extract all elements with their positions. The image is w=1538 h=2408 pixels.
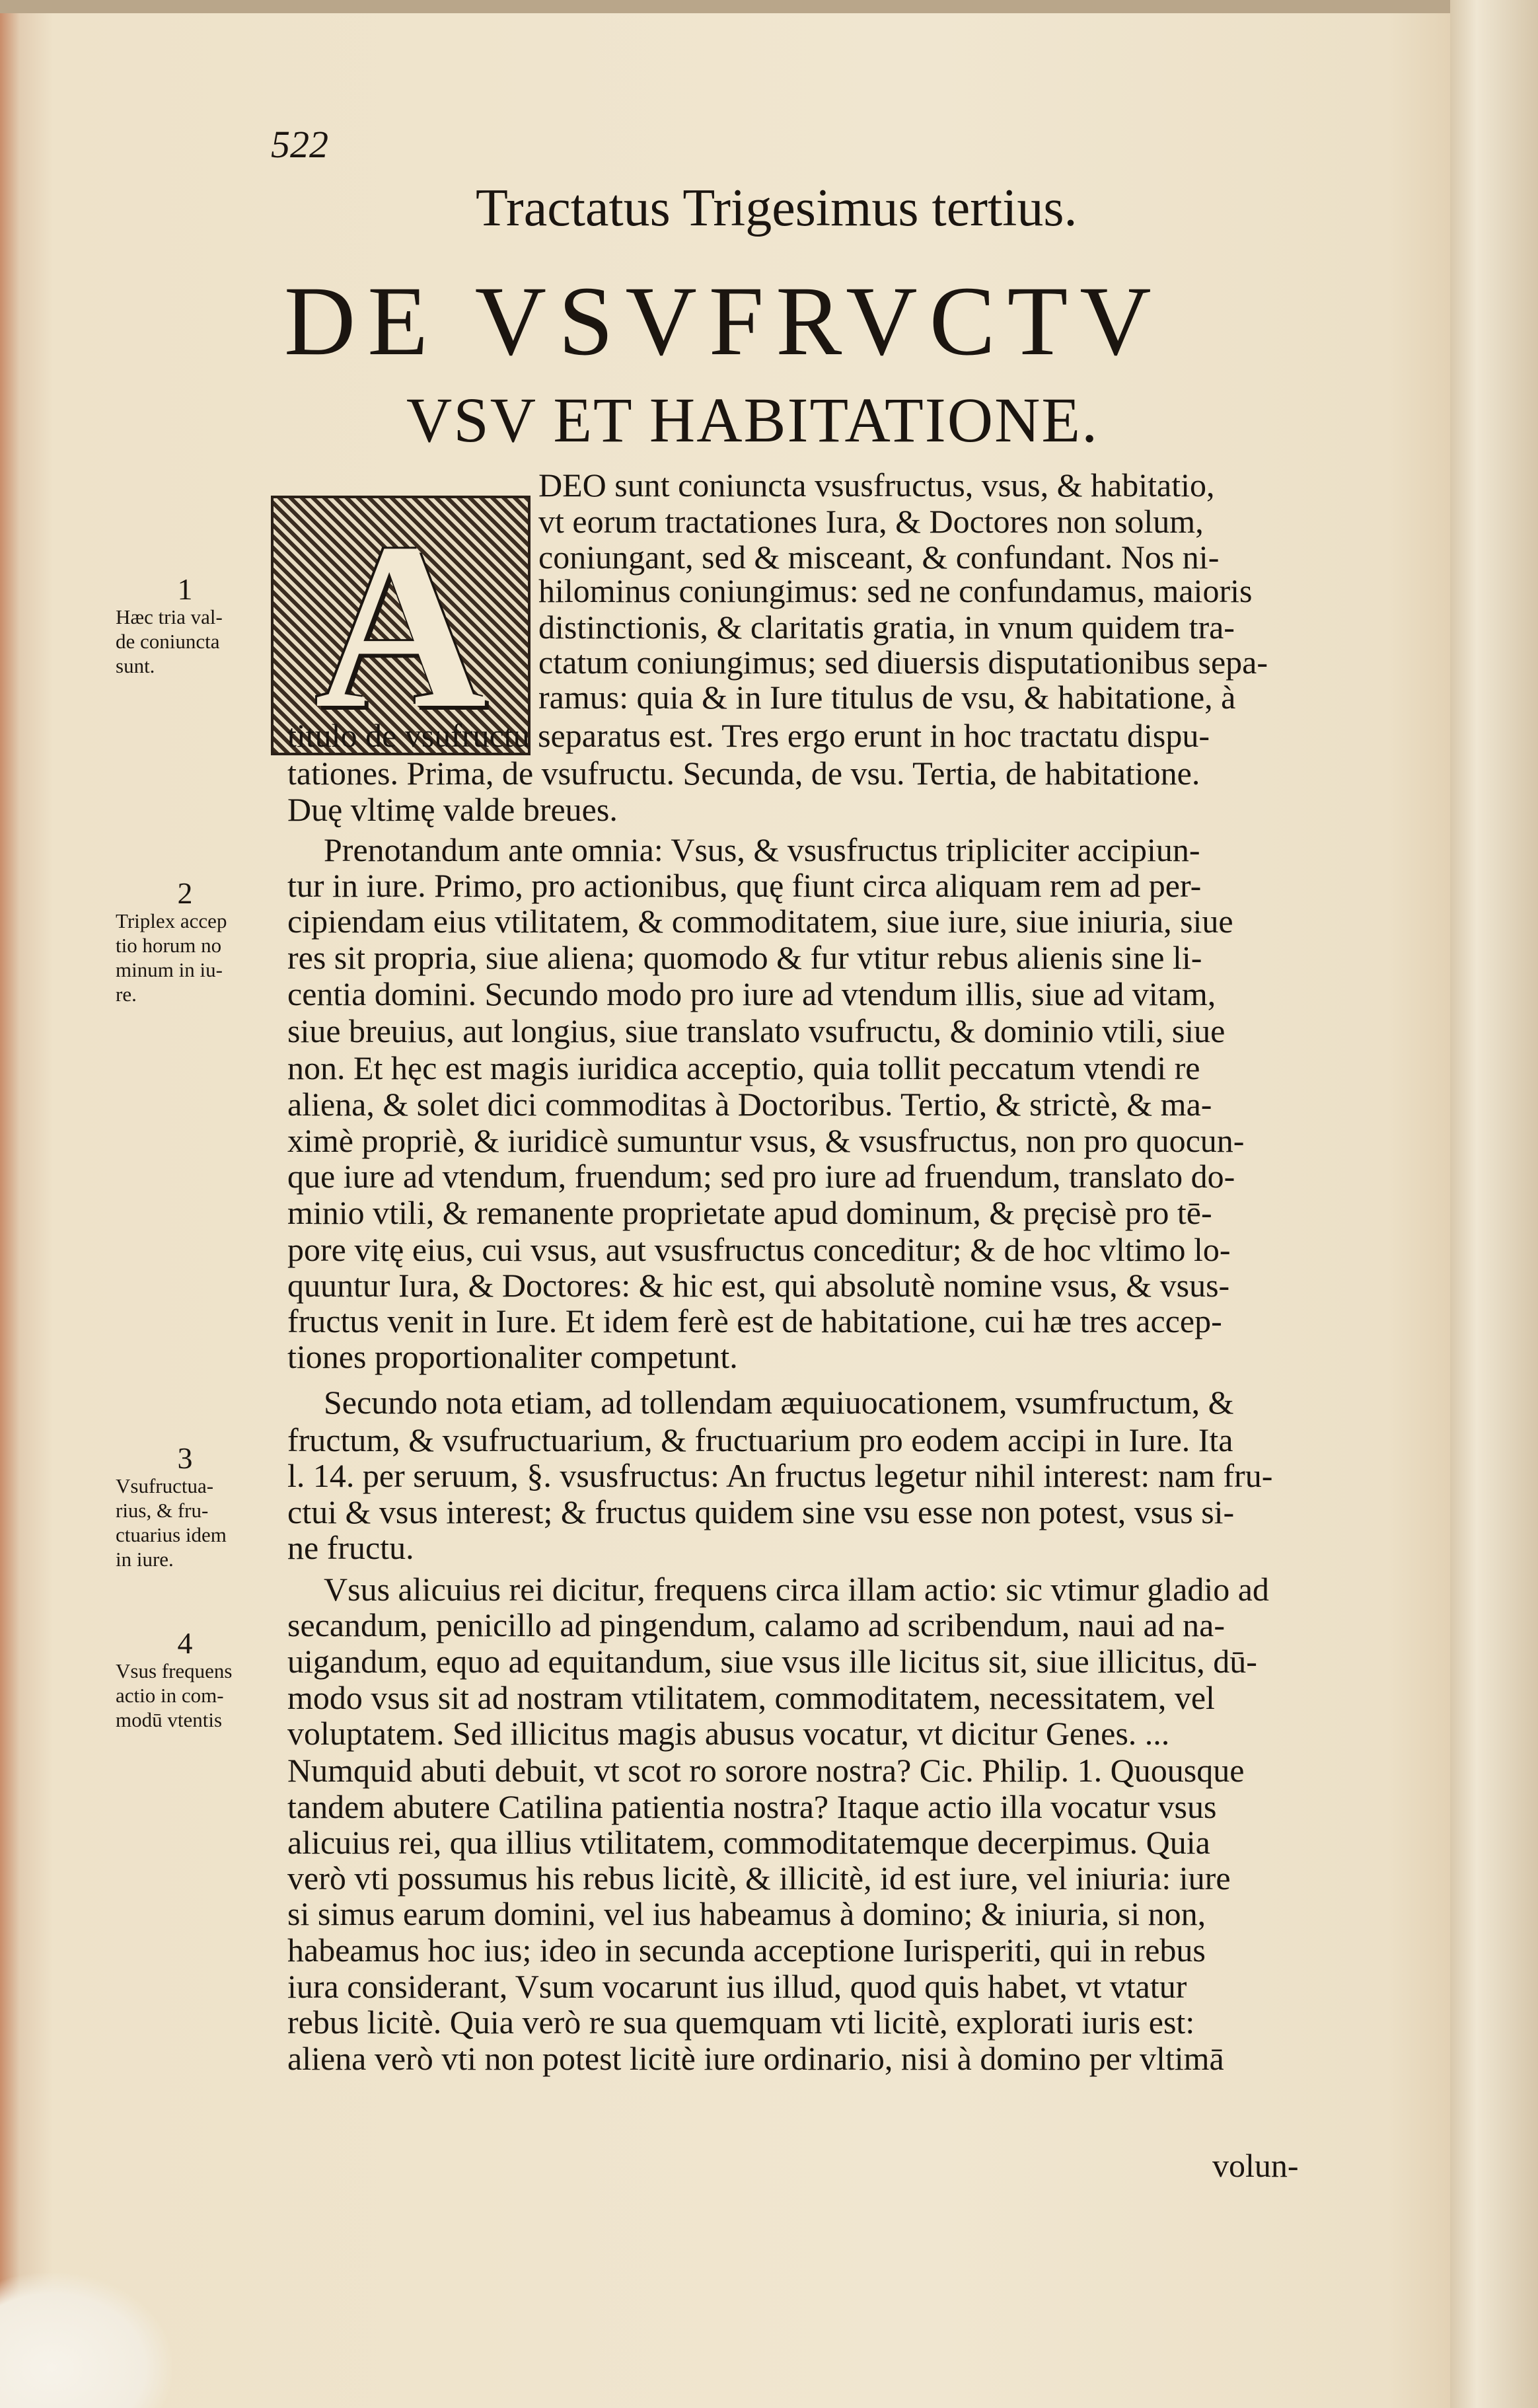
book-page <box>0 13 1450 2408</box>
text-line: si simus earum domini, vel ius habeamus à domino; & iniuria, si non, <box>287 1895 1206 1932</box>
text-line: hilominus coniungimus: sed ne confundamus, maioris <box>538 572 1253 609</box>
text-line: Numquid abuti debuit, vt scot ro sorore nostra? Cic. Philip. 1. Quousque <box>287 1752 1245 1789</box>
initial-letter: A <box>314 493 487 757</box>
running-title: Tractatus Trigesimus tertius. <box>476 179 1078 237</box>
text-line: ne fructu. <box>287 1529 414 1566</box>
text-line: fructum, & vsufructuarium, & fructuarium pro eodem accipi in Iure. Ita <box>287 1421 1233 1458</box>
text-line: res sit propria, siue aliena; quomodo & fur vtitur rebus alienis sine li- <box>287 939 1202 976</box>
margin-note <box>116 909 274 1006</box>
text-line: minio vtili, & remanente proprietate apud dominum, & pręcisè pro tē- <box>287 1194 1212 1231</box>
text-line: iura considerant, Vsum vocarunt ius illud, quod quis habet, vt vtatur <box>287 1968 1187 2005</box>
text-line: quuntur Iura, & Doctores: & hic est, qui absolutè nomine vsus, & vsus- <box>287 1267 1230 1304</box>
margin-note-line: in iure. <box>116 1548 174 1571</box>
margin-note-line: re. <box>116 983 137 1006</box>
margin-number: 4 <box>177 1626 193 1660</box>
margin-note-line: de coniuncta <box>116 630 220 653</box>
text-line: Vsus alicuius rei dicitur, frequens circa illam actio: sic vtimur gladio ad <box>324 1571 1269 1608</box>
text-line: habeamus hoc ius; ideo in secunda acceptione Iurisperiti, qui in rebus <box>287 1932 1206 1969</box>
text-line: aliena, & solet dici commoditas à Doctoribus. Tertio, & strictè, & ma- <box>287 1086 1212 1123</box>
text-line: Secundo nota etiam, ad tollendam æquiuocationem, vsumfructum, & <box>324 1384 1234 1421</box>
text-line: ramus: quia & in Iure titulus de vsu, & habitatione, à <box>538 679 1236 716</box>
margin-note-line: actio in com- <box>116 1684 224 1707</box>
text-line: coniungant, sed & misceant, & confundant. Nos ni- <box>538 539 1220 576</box>
margin-note-line: ctuarius idem <box>116 1523 227 1546</box>
catchword: volun- <box>1212 2147 1299 2184</box>
text-line: que iure ad vtendum, fruendum; sed pro iure ad fruendum, translato do- <box>287 1158 1235 1195</box>
margin-note-line: Vsufructua- <box>116 1474 214 1497</box>
text-line: l. 14. per seruum, §. vsusfructus: An fructus legetur nihil interest: nam fru- <box>287 1457 1273 1494</box>
margin-note <box>116 605 274 678</box>
page-number: 522 <box>271 123 328 166</box>
text-line: aliena verò vti non potest licitè iure ordinario, nisi à domino per vltimā <box>287 2040 1224 2077</box>
text-line: pore vitę eius, cui vsus, aut vsusfructus conceditur; & de hoc vltimo lo- <box>287 1231 1231 1268</box>
margin-number: 1 <box>177 572 193 606</box>
adjacent-page-edge <box>1450 0 1538 2408</box>
text-line: secandum, penicillo ad pingendum, calamo ad scribendum, naui ad na- <box>287 1606 1225 1643</box>
text-line: fructus venit in Iure. Et idem ferè est de habitatione, cui hæ tres accep- <box>287 1302 1222 1339</box>
text-line: Duę vltimę valde breues. <box>287 791 618 828</box>
text-line: titulo de vsufructu separatus est. Tres ergo erunt in hoc tractatu dispu- <box>287 717 1210 754</box>
text-line: tiones proportionaliter competunt. <box>287 1338 738 1375</box>
text-line: tationes. Prima, de vsufructu. Secunda, de vsu. Tertia, de habitatione. <box>287 755 1200 792</box>
text-line: voluptatem. Sed illicitus magis abusus vocatur, vt dicitur Genes. ... <box>287 1715 1170 1752</box>
text-line: vt eorum tractationes Iura, & Doctores non solum, <box>538 503 1204 540</box>
text-line: tandem abutere Catilina patientia nostra? Itaque actio illa vocatur vsus <box>287 1788 1217 1825</box>
text-line: siue breuius, aut longius, siue translato vsufructu, & dominio vtili, siue <box>287 1012 1226 1049</box>
text-line: ctui & vsus interest; & fructus quidem sine vsu esse non potest, vsus si- <box>287 1493 1235 1530</box>
margin-note-line: sunt. <box>116 654 155 677</box>
margin-note-line: Triplex accep <box>116 909 227 932</box>
margin-note-line: tio horum no <box>116 934 222 957</box>
margin-note-line: Hæc tria val- <box>116 605 223 628</box>
text-line: rebus licitè. Quia verò re sua quemquam vti licitè, explorati iuris est: <box>287 2004 1195 2041</box>
chapter-title: DE VSVFRVCTV <box>284 266 1163 376</box>
chapter-subtitle: VSV ET HABITATIONE. <box>406 385 1099 455</box>
text-line: distinctionis, & claritatis gratia, in vnum quidem tra- <box>538 609 1235 646</box>
margin-note-line: minum in iu- <box>116 958 223 981</box>
margin-number: 2 <box>177 876 193 910</box>
margin-note <box>116 1474 274 1571</box>
text-line: cipiendam eius vtilitatem, & commoditatem, siue iure, siue iniuria, siue <box>287 903 1233 940</box>
text-line: modo vsus sit ad nostram vtilitatem, commoditatem, necessitatem, vel <box>287 1679 1215 1716</box>
margin-note-line: rius, & fru- <box>116 1499 209 1522</box>
margin-note <box>116 1659 274 1732</box>
text-line: centia domini. Secundo modo pro iure ad vtendum illis, siue ad vitam, <box>287 975 1216 1012</box>
text-line: tur in iure. Primo, pro actionibus, quę fiunt circa aliquam rem ad per- <box>287 867 1202 904</box>
library-stamp-icon <box>0 2273 172 2408</box>
text-line: alicuius rei, qua illius vtilitatem, commoditatemque decerpimus. Quia <box>287 1824 1210 1861</box>
text-line: verò vti possumus his rebus licitè, & illicitè, id est iure, vel iniuria: iure <box>287 1860 1231 1897</box>
text-line: Prenotandum ante omnia: Vsus, & vsusfructus tripliciter accipiun- <box>324 831 1200 868</box>
text-line: DEO sunt coniuncta vsusfructus, vsus, & habitatio, <box>538 467 1215 504</box>
margin-number: 3 <box>177 1441 193 1475</box>
text-line: uigandum, equo ad equitandum, siue vsus ille licitus sit, siue illicitus, dū- <box>287 1643 1257 1680</box>
margin-note-line: Vsus frequens <box>116 1659 233 1682</box>
text-line: ximè propriè, & iuridicè sumuntur vsus, & vsusfructus, non pro quocun- <box>287 1122 1245 1159</box>
margin-note-line: modū vtentis <box>116 1708 223 1731</box>
text-line: non. Et hęc est magis iuridica acceptio, quia tollit peccatum vtendi re <box>287 1049 1200 1086</box>
text-line: ctatum coniungimus; sed diuersis disputationibus sepa- <box>538 644 1268 681</box>
